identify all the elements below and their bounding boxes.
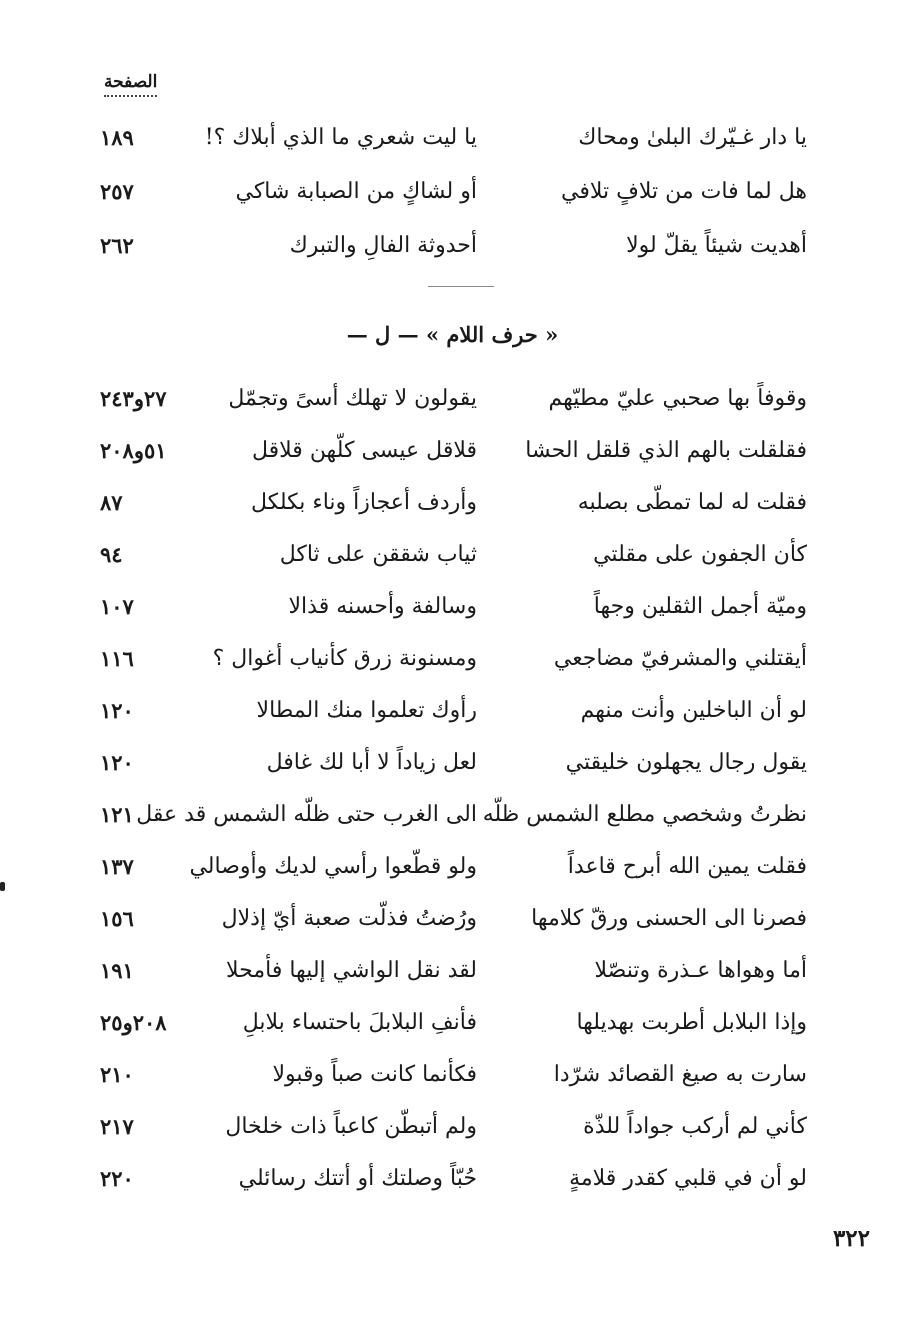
verse-first-hemistich: فقلت يمين الله أبرح قاعداً <box>567 854 807 879</box>
margin-mark <box>0 882 5 891</box>
verse-first-hemistich: يقول رجال يجهلون خليقتي <box>565 750 807 775</box>
verse-page-ref: ١٨٩ <box>100 125 134 150</box>
verse-row <box>0 637 905 687</box>
verse-first-hemistich: سارت به صيغ القصائد شرّدا <box>553 1062 807 1087</box>
verse-row <box>0 377 905 427</box>
verse-second-hemistich: الى الغرب حتى ظلّه الشمس قد عقل <box>136 802 477 827</box>
verse-first-hemistich: وقوفاً بها صحبي عليّ مطيّهم <box>548 386 807 411</box>
verse-second-hemistich: رأوك تعلموا منك المطالا <box>256 698 477 723</box>
verse-page-ref: ٨٧ <box>100 490 123 515</box>
verse-page-ref: ١٢٠ <box>100 750 134 775</box>
verse-row <box>0 429 905 479</box>
verse-first-hemistich: أيقتلني والمشرفيّ مضاجعي <box>553 646 807 671</box>
verse-second-hemistich: ورُضتُ فذلّت صعبة أيّ إذلال <box>221 906 477 931</box>
verse-row <box>0 845 905 895</box>
verse-row <box>0 116 905 166</box>
verse-page-ref: ١٠٧ <box>100 594 134 619</box>
verse-first-hemistich: فقلقلت بالهم الذي قلقل الحشا <box>525 438 807 463</box>
verse-row <box>0 1105 905 1155</box>
verse-first-hemistich: أهديت شيئاً يقلّ لولا <box>626 233 807 258</box>
verse-page-ref: ١٥٦ <box>100 906 134 931</box>
verse-row <box>0 533 905 583</box>
verse-row <box>0 481 905 531</box>
verse-second-hemistich: حُبّاً وصلتك أو أتتك رسائلي <box>238 1166 477 1191</box>
verse-row <box>0 689 905 739</box>
verse-row <box>0 793 905 843</box>
verse-page-ref: ٥١و٢٠٨ <box>100 438 167 463</box>
verse-second-hemistich: فكأنما كانت صباً وقبولا <box>272 1062 477 1087</box>
verse-second-hemistich: ومسنونة زرق كأنياب أغوال ؟ <box>212 646 477 671</box>
verse-first-hemistich: لو أن الباخلين وأنت منهم <box>580 698 807 723</box>
verse-second-hemistich: ولو قطّعوا رأسي لديك وأوصالي <box>189 854 477 879</box>
verse-page-ref: ١٢١ <box>100 802 134 827</box>
verse-page-ref: ٢١٠ <box>100 1062 134 1087</box>
verse-first-hemistich: كأني لم أركب جواداً للذّة <box>583 1114 807 1139</box>
verse-page-ref: ٢١٧ <box>100 1114 134 1139</box>
verse-first-hemistich: فقلت له لما تمطّى بصلبه <box>577 490 807 515</box>
verse-page-ref: ٢٦٢ <box>100 233 134 258</box>
verse-row <box>0 170 905 220</box>
verse-second-hemistich: أو لشاكٍ من الصبابة شاكي <box>235 179 477 204</box>
verse-page-ref: ١٩١ <box>100 958 134 983</box>
verse-first-hemistich: كأن الجفون على مقلتي <box>593 542 807 567</box>
verse-page-ref: ٢٥٧ <box>100 179 134 204</box>
verse-row <box>0 741 905 791</box>
verse-page-ref: ٩٤ <box>100 542 123 567</box>
verse-second-hemistich: لقد نقل الواشي إليها فأمحلا <box>226 958 477 983</box>
verse-page-ref: ٢٧و٢٤٣ <box>100 386 167 411</box>
verse-row <box>0 1053 905 1103</box>
verse-row <box>0 224 905 274</box>
section-title: « حرف اللام » — ل — <box>346 322 559 347</box>
verse-first-hemistich: فصرنا الى الحسنى ورقّ كلامها <box>531 906 807 931</box>
verse-page-ref: ١٢٠ <box>100 698 134 723</box>
section-divider <box>428 286 494 287</box>
verse-first-hemistich: هل لما فات من تلافٍ تلافي <box>561 179 807 204</box>
verse-row <box>0 949 905 999</box>
verse-second-hemistich: لعل زياداً لا أبا لك غافل <box>266 750 477 775</box>
page-column-header: الصفحة <box>104 72 157 97</box>
verse-page-ref: ١١٦ <box>100 646 134 671</box>
verse-second-hemistich: ولم أتبطّن كاعباً ذات خلخال <box>225 1114 477 1139</box>
verse-first-hemistich: وإذا البلابل أطربت بهديلها <box>576 1010 807 1035</box>
verse-second-hemistich: قلاقل عيسى كلّهن قلاقل <box>252 438 477 463</box>
verse-second-hemistich: يا ليت شعري ما الذي أبلاك ؟! <box>204 125 477 150</box>
verse-row <box>0 1157 905 1207</box>
verse-page-ref: ١٣٧ <box>100 854 134 879</box>
verse-row <box>0 1001 905 1051</box>
verse-second-hemistich: وسالفة وأحسنه قذالا <box>288 594 477 619</box>
verse-second-hemistich: أحدوثة الفالِ والتبرك <box>289 233 477 258</box>
verse-first-hemistich: نظرتُ وشخصي مطلع الشمس ظلّه <box>482 802 807 827</box>
verse-first-hemistich: أما وهواها عـذرة وتنصّلا <box>594 958 807 983</box>
verse-page-ref: ٢٢٠ <box>100 1166 134 1191</box>
verse-first-hemistich: يا دار غـيّرك البلىٰ ومحاك <box>578 125 807 150</box>
verse-first-hemistich: وميّة أجمل الثقلين وجهاً <box>593 594 807 619</box>
verse-page-ref: ٢٠٨و٢٥ <box>100 1010 167 1035</box>
verse-first-hemistich: لو أن في قلبي كقدر قلامةٍ <box>569 1166 807 1191</box>
page-number: ٣٢٢ <box>832 1225 870 1252</box>
verse-row <box>0 585 905 635</box>
verse-second-hemistich: يقولون لا تهلك أسىً وتجمّل <box>228 386 477 411</box>
verse-second-hemistich: وأردف أعجازاً وناء بكلكل <box>251 490 477 515</box>
verse-second-hemistich: فأنفِ البلابلَ باحتساء بلابلِ <box>242 1010 477 1035</box>
verse-row <box>0 897 905 947</box>
verse-second-hemistich: ثياب شققن على ثاكل <box>279 542 477 567</box>
